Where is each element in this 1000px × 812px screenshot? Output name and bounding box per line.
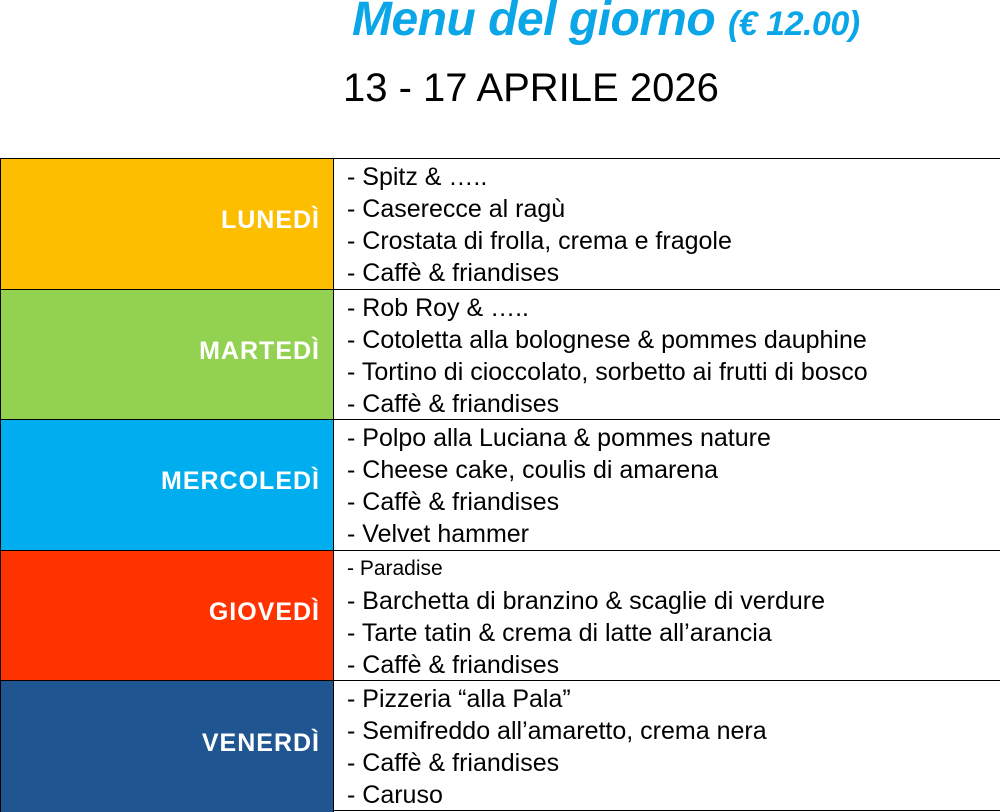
day-label-mercoledi: MERCOLEDÌ (161, 467, 320, 496)
menu-item: - Cotoletta alla bolognese & pommes dauphine (347, 325, 867, 354)
menu-item: - Caruso (347, 781, 443, 810)
menu-items-giovedi (334, 551, 1000, 681)
menu-items-martedi (334, 290, 1000, 420)
menu-item: - Caffè & friandises (347, 488, 560, 517)
menu-items-lunedi (334, 159, 1000, 289)
menu-items-mercoledi (334, 420, 1000, 550)
menu-price: (€ 12.00) (727, 5, 860, 43)
menu-item: - Pizzeria “alla Pala” (347, 685, 571, 714)
day-cell-martedi (0, 290, 334, 420)
menu-item: - Cheese cake, coulis di amarena (347, 456, 719, 485)
day-cell-venerdi (0, 681, 334, 812)
day-label-lunedi: LUNEDÌ (220, 206, 320, 235)
day-row-lunedi (0, 159, 1000, 290)
menu-title-text: Menu del giorno (352, 0, 716, 46)
menu-item: - Crostata di frolla, crema e fragole (347, 227, 732, 255)
menu-item: - Caserecce al ragù (347, 195, 566, 223)
menu-item: - Caffè & friandises (347, 259, 560, 287)
menu-item: - Semifreddo all’amaretto, crema nera (347, 717, 767, 746)
menu-item: - Caffè & friandises (347, 389, 560, 418)
day-row-martedi (0, 290, 1000, 421)
menu-items-venerdi (334, 681, 1000, 812)
menu-item: - Tarte tatin & crema di latte all’arancia (347, 618, 772, 647)
menu-item: - Barchetta di branzino & scaglie di verdure (347, 586, 826, 615)
menu-title (352, 0, 860, 52)
menu-item: - Spitz & ….. (347, 163, 488, 191)
menu-item: - Paradise (347, 556, 443, 580)
day-label-giovedi: GIOVEDÌ (208, 598, 320, 627)
day-row-venerdi (0, 681, 1000, 812)
day-row-giovedi (0, 551, 1000, 682)
day-row-mercoledi (0, 420, 1000, 551)
day-cell-lunedi (0, 159, 334, 289)
menu-item: - Tortino di cioccolato, sorbetto ai frutti di bosco (347, 357, 868, 386)
day-label-martedi: MARTEDÌ (199, 336, 320, 365)
week-dates: 13 - 17 APRILE 2026 (343, 66, 719, 110)
menu-item: - Polpo alla Luciana & pommes nature (347, 424, 771, 453)
weekly-menu-table (0, 158, 1000, 811)
day-label-venerdi: VENERDÌ (201, 729, 320, 758)
menu-item: - Caffè & friandises (347, 749, 560, 778)
day-cell-giovedi (0, 551, 334, 681)
menu-item: - Rob Roy & ….. (347, 293, 529, 322)
menu-item: - Caffè & friandises (347, 650, 560, 679)
day-cell-mercoledi (0, 420, 334, 550)
menu-item: - Velvet hammer (347, 520, 530, 549)
